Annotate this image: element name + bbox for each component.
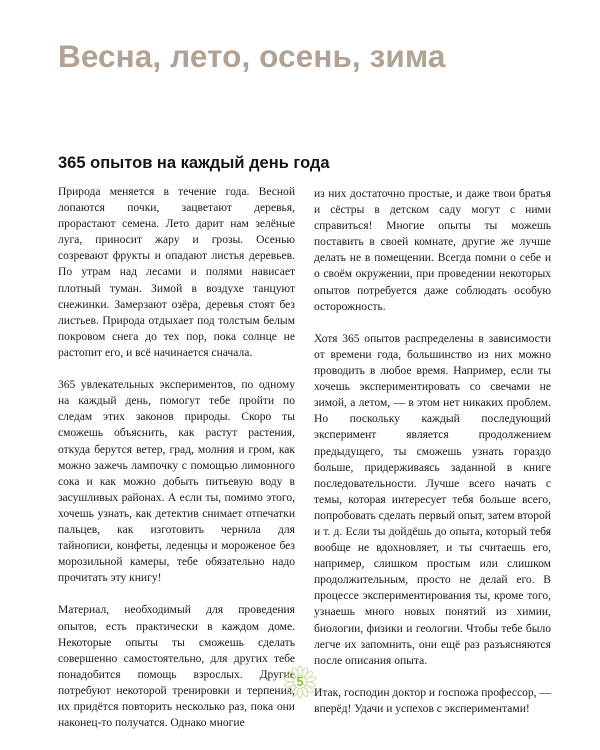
page-number: 5 <box>296 674 304 689</box>
paragraph: Материал, необходимый для проведения опытов, есть практически в каждом доме. Некоторые опыты ты сможешь сделать совершенно самостоятельно, для других тебе понадобится помощь взрослых. Другие потребуют некоторой тренировки и терпения, их придётся повторить несколько раз, пока они наконец-то получатся. Однако многие <box>58 604 295 730</box>
text-column-left <box>58 184 295 731</box>
paragraph: Хотя 365 опытов распределены в зависимости от времени года, большинство из них можно проводить в любое время. Например, если ты хочешь экспериментировать со свечами не зимой, а летом, — в этом нет никаких проблем. Но поскольку каждый последующий эксперимент является продолжением предыдущего, ты сможешь узнать гораздо больше, придерживаясь заданной в книге последовательности. Лучше всего начать с темы, которая интересует тебя больше всего, попробовать сделать первый опыт, затем второй и т. д. Если ты дойдёшь до опыта, который тебя вообще не вдохновляет, и ты считаешь его, например, слишком простым или слишком продолжительным, просто не делай его. В процессе экспериментирования ты, кроме того, узнаешь много новых понятий из химии, биологии, физики и геологии. Чтобы тебе было легче их запомнить, они ещё раз разъясняются после описания опыта. <box>314 332 551 667</box>
page-number-badge <box>283 665 317 699</box>
page-title: Весна, лето, осень, зима <box>58 38 446 74</box>
text-column-right <box>314 186 551 717</box>
paragraph: из них достаточно простые, и даже твои братья и сёстры в детском саду могут с ними справиться! Многие опыты ты можешь поставить в своей комнате, другие же лучше делать не в помещении. Всегда помни о себе и о своём окружении, при проведении некоторых опытов потребуется даже соблюдать особую осторожность. <box>314 188 551 313</box>
paragraph: Итак, господин доктор и госпожа профессор, — вперёд! Удачи и успехов с экспериментами! <box>314 686 551 715</box>
section-title: 365 опытов на каждый день года <box>58 154 330 172</box>
paragraph: 365 увлекательных экспериментов, по одному на каждый день, помогут тебе пройти по следам этих законов природы. Скоро ты сможешь объяснить, как растут растения, откуда берутся ветер, град, молния и гром, как можно зажечь лампочку с помощью лимонного сока и как можно добыть питьевую воду в засушливых районах. А если ты, помимо этого, хочешь узнать, как детектив снимает отпечатки пальцев, как изготовить чернила для тайнописи, конфеты, леденцы и мороженое без морозильной камеры, тебе обязательно надо прочитать эту книгу! <box>58 379 295 585</box>
paragraph: Природа меняется в течение года. Весной лопаются почки, зацветают деревья, прорастают семена. Лето дарит нам зелёные луга, приносит жару и грозы. Осенью созревают фрукты и опадают листья деревьев. По утрам над лесами и полями нависает плотный туман. Зимой в воздухе танцуют снежинки. Замерзают озёра, деревья стоят без листьев. Природа отдыхает под толстым белым покровом снега до тех пор, пока солнце не растопит его, и всё начинается сначала. <box>58 186 295 359</box>
